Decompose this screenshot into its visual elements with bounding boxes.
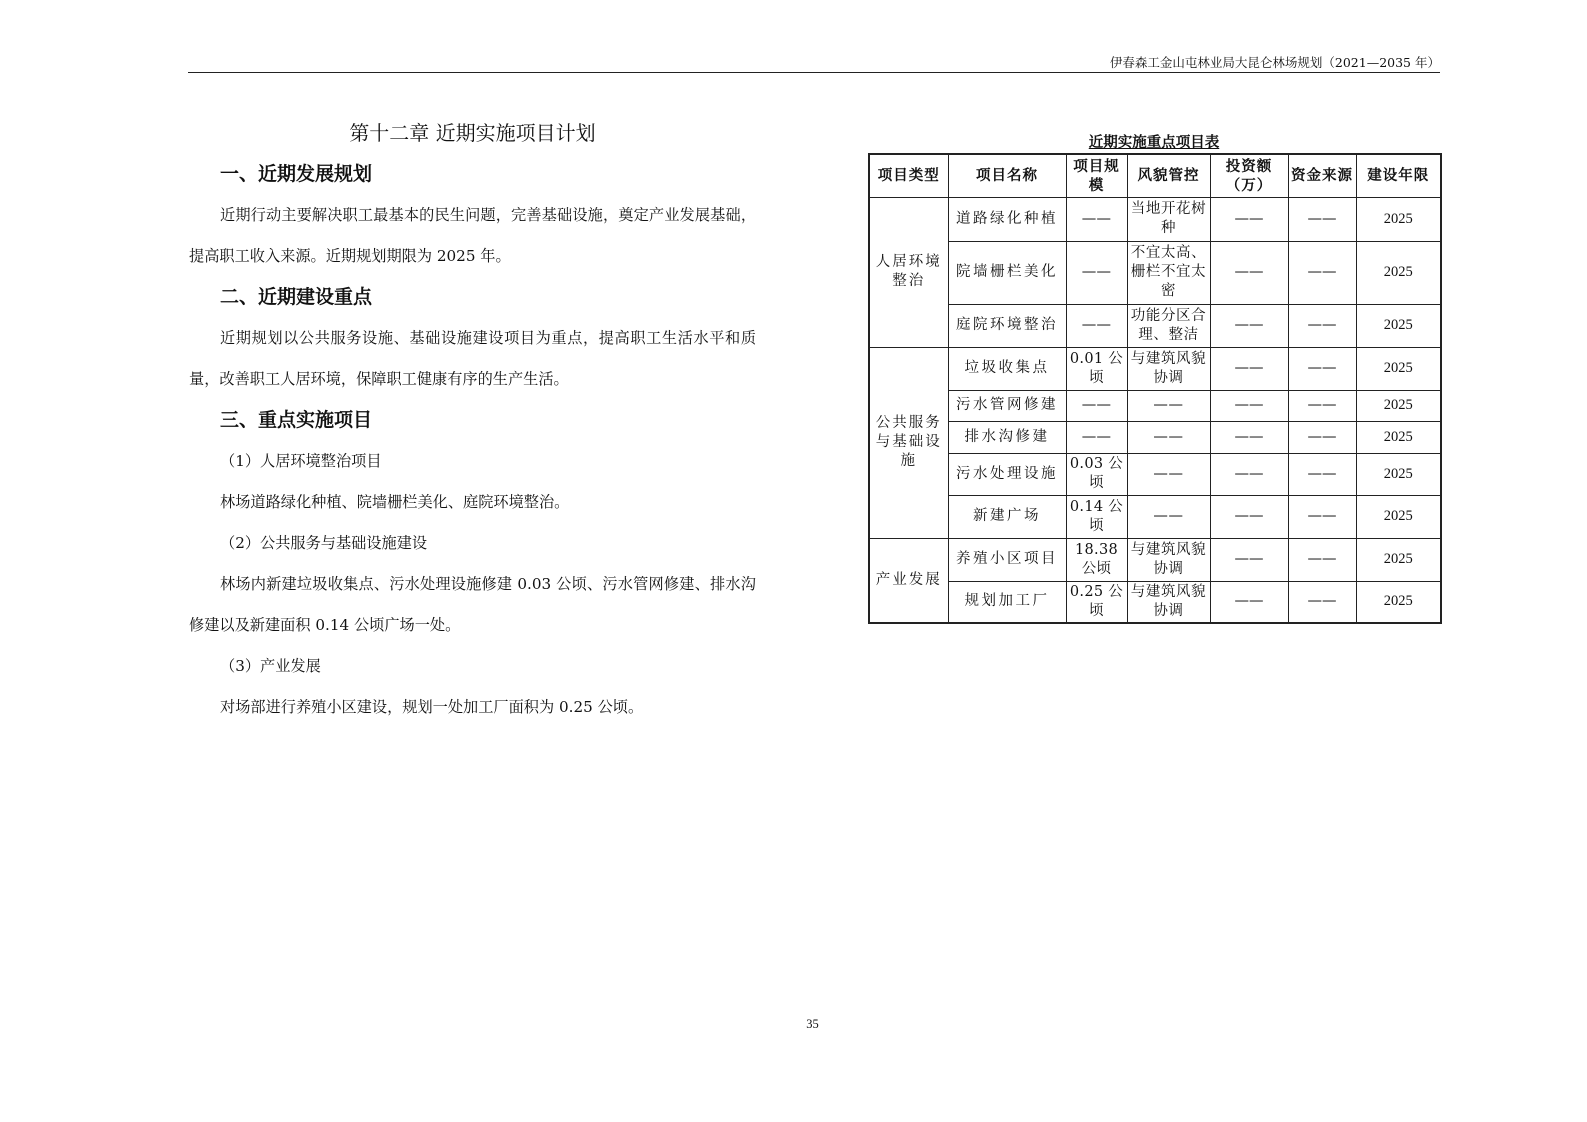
project-scale-cell: —— [1066, 304, 1127, 347]
column-header-funding: 资金来源 [1288, 154, 1356, 197]
investment-cell: —— [1210, 421, 1288, 453]
construction-year-cell: 2025 [1356, 495, 1441, 538]
investment-cell: —— [1210, 538, 1288, 581]
investment-cell: —— [1210, 581, 1288, 623]
style-control-cell: —— [1127, 495, 1210, 538]
project-name-cell: 污水处理设施 [948, 453, 1066, 495]
construction-year-cell: 2025 [1356, 304, 1441, 347]
column-header-name: 项目名称 [948, 154, 1066, 197]
header-rule [188, 72, 1440, 73]
project-name-cell: 新建广场 [948, 495, 1066, 538]
funding-source-cell: —— [1288, 390, 1356, 421]
paragraph-line: 近期规划以公共服务设施、基础设施建设项目为重点，提高职工生活水平和质 [220, 329, 756, 347]
construction-year-cell: 2025 [1356, 347, 1441, 390]
table-row [869, 495, 1441, 538]
table-row [869, 241, 1441, 304]
construction-year-cell: 2025 [1356, 241, 1441, 304]
project-type-cell [869, 538, 948, 623]
style-control-cell: 与建筑风貌协调 [1127, 538, 1210, 581]
column-header-type: 项目类型 [869, 154, 948, 197]
paragraph-line: 修建以及新建面积 0.14 公顷广场一处。 [189, 616, 461, 634]
project-name-cell: 院墙栅栏美化 [948, 241, 1066, 304]
project-name-cell: 道路绿化种植 [948, 197, 1066, 241]
funding-source-cell: —— [1288, 421, 1356, 453]
style-control-cell: 当地开花树种 [1127, 197, 1210, 241]
style-control-cell: 与建筑风貌协调 [1127, 347, 1210, 390]
table-row [869, 304, 1441, 347]
investment-cell: —— [1210, 197, 1288, 241]
project-scale-cell: 18.38 公顷 [1066, 538, 1127, 581]
style-control-cell: 不宜太高、栅栏不宜太密 [1127, 241, 1210, 304]
investment-cell: —— [1210, 241, 1288, 304]
construction-year-cell: 2025 [1356, 197, 1441, 241]
table-row [869, 390, 1441, 421]
project-type-label: 产业发展 [875, 571, 942, 588]
project-scale-cell: —— [1066, 421, 1127, 453]
table-row [869, 421, 1441, 453]
table-row [869, 538, 1441, 581]
column-header-investment-label: 投资额（万） [1225, 157, 1273, 194]
funding-source-cell: —— [1288, 347, 1356, 390]
style-control-cell: —— [1127, 453, 1210, 495]
project-scale-cell: 0.03 公顷 [1066, 453, 1127, 495]
construction-year-cell: 2025 [1356, 421, 1441, 453]
style-control-cell: —— [1127, 421, 1210, 453]
section-heading: 一、近期发展规划 [220, 163, 373, 185]
style-control-cell: 功能分区合理、整洁 [1127, 304, 1210, 347]
construction-year-cell: 2025 [1356, 538, 1441, 581]
funding-source-cell: —— [1288, 538, 1356, 581]
project-name-cell: 排水沟修建 [948, 421, 1066, 453]
project-name-cell: 养殖小区项目 [948, 538, 1066, 581]
paragraph-line: 提高职工收入来源。近期规划期限为 2025 年。 [189, 247, 511, 265]
project-type-cell [869, 347, 948, 538]
project-scale-cell: —— [1066, 241, 1127, 304]
project-scale-cell: 0.14 公顷 [1066, 495, 1127, 538]
column-header-scale-label: 项目规模 [1073, 157, 1120, 194]
section-heading: 二、近期建设重点 [220, 286, 373, 308]
style-control-cell: 与建筑风貌协调 [1127, 581, 1210, 623]
project-name-cell: 庭院环境整治 [948, 304, 1066, 347]
project-scale-cell: —— [1066, 197, 1127, 241]
column-header-scale [1066, 154, 1127, 197]
table-row [869, 581, 1441, 623]
investment-cell: —— [1210, 453, 1288, 495]
subsection-title: （3）产业发展 [220, 657, 321, 675]
column-header-investment [1210, 154, 1288, 197]
funding-source-cell: —— [1288, 197, 1356, 241]
project-type-label: 人居环境整治 [875, 254, 942, 289]
funding-source-cell: —— [1288, 453, 1356, 495]
page-number: 35 [806, 1017, 819, 1031]
funding-source-cell: —— [1288, 241, 1356, 304]
table-caption: 近期实施重点项目表 [1088, 134, 1220, 151]
table-row [869, 347, 1441, 390]
column-header-year: 建设年限 [1356, 154, 1441, 197]
project-table [868, 153, 1442, 624]
paragraph-line: 近期行动主要解决职工最基本的民生问题，完善基础设施，奠定产业发展基础， [220, 206, 756, 224]
funding-source-cell: —— [1288, 495, 1356, 538]
table-row [869, 197, 1441, 241]
paragraph-line: 林场内新建垃圾收集点、污水处理设施修建 0.03 公顷、污水管网修建、排水沟 [220, 575, 756, 593]
paragraph-line: 对场部进行养殖小区建设，规划一处加工厂面积为 0.25 公顷。 [220, 698, 644, 716]
project-name-cell: 污水管网修建 [948, 390, 1066, 421]
construction-year-cell: 2025 [1356, 453, 1441, 495]
project-name-cell: 垃圾收集点 [948, 347, 1066, 390]
project-type-label: 公共服务与基础设施 [875, 415, 942, 469]
project-scale-cell: —— [1066, 390, 1127, 421]
table-row [869, 453, 1441, 495]
subsection-title: （1）人居环境整治项目 [220, 452, 382, 470]
project-scale-cell: 0.01 公顷 [1066, 347, 1127, 390]
style-control-cell: —— [1127, 390, 1210, 421]
project-name-cell: 规划加工厂 [948, 581, 1066, 623]
table-header-row [869, 154, 1441, 197]
chapter-title: 第十二章 近期实施项目计划 [349, 121, 596, 145]
funding-source-cell: —— [1288, 304, 1356, 347]
project-scale-cell: 0.25 公顷 [1066, 581, 1127, 623]
column-header-style: 风貌管控 [1127, 154, 1210, 197]
investment-cell: —— [1210, 347, 1288, 390]
funding-source-cell: —— [1288, 581, 1356, 623]
subsection-title: （2）公共服务与基础设施建设 [220, 534, 428, 552]
project-type-cell [869, 197, 948, 347]
running-header: 伊春森工金山屯林业局大昆仑林场规划（2021—2035 年） [1109, 55, 1440, 70]
paragraph-line: 林场道路绿化种植、院墙栅栏美化、庭院环境整治。 [220, 493, 570, 511]
investment-cell: —— [1210, 390, 1288, 421]
investment-cell: —— [1210, 304, 1288, 347]
section-heading: 三、重点实施项目 [220, 409, 373, 431]
body-text-column [189, 154, 756, 728]
investment-cell: —— [1210, 495, 1288, 538]
construction-year-cell: 2025 [1356, 390, 1441, 421]
construction-year-cell: 2025 [1356, 581, 1441, 623]
paragraph-line: 量，改善职工人居环境，保障职工健康有序的生产生活。 [189, 370, 569, 388]
